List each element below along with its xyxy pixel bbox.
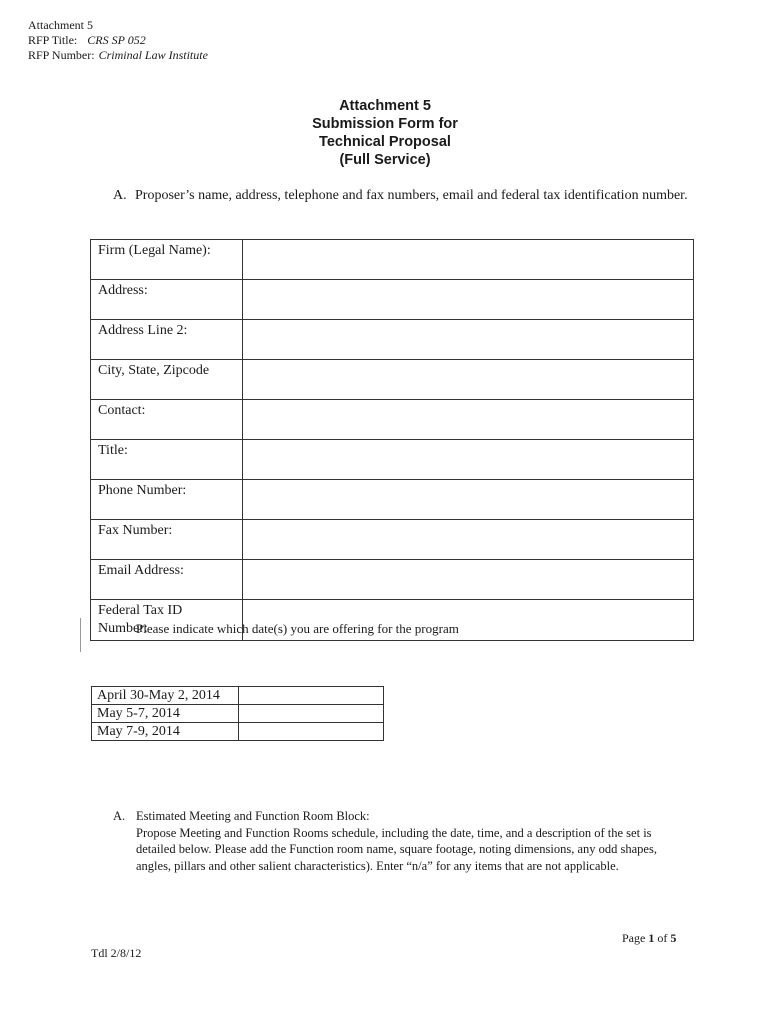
section-b-heading: Estimated Meeting and Function Room Block:: [136, 809, 370, 823]
header-rfp-number: RFP Number: Criminal Law Institute: [28, 48, 208, 62]
field-label: Federal Tax ID Number:: [91, 600, 243, 641]
field-label: Phone Number:: [91, 480, 243, 520]
header-rfp-title: RFP Title: CRS SP 052: [28, 33, 146, 47]
page-title: Attachment 5 Submission Form for Technical Proposal (Full Service): [312, 98, 458, 168]
section-a-text: Proposer’s name, address, telephone and fax numbers, email and federal tax identification number.: [135, 188, 688, 203]
field-label: Title:: [91, 440, 243, 480]
header-rfp-title-value: CRS SP 052: [87, 33, 146, 47]
date-option-field[interactable]: [239, 705, 384, 723]
table-row: [92, 687, 384, 705]
field-label: Address Line 2:: [91, 320, 243, 360]
city-state-zip-field[interactable]: [243, 360, 694, 400]
field-label: Email Address:: [91, 560, 243, 600]
field-label: Firm (Legal Name):: [91, 240, 243, 280]
table-row: [91, 240, 694, 280]
field-label: City, State, Zipcode: [91, 360, 243, 400]
table-row: [91, 360, 694, 400]
address-field[interactable]: [243, 280, 694, 320]
date-option-field[interactable]: [239, 687, 384, 705]
contact-field[interactable]: [243, 400, 694, 440]
dates-table: [91, 686, 384, 741]
fax-field[interactable]: [243, 520, 694, 560]
table-row: [91, 320, 694, 360]
table-row: [91, 400, 694, 440]
phone-field[interactable]: [243, 480, 694, 520]
address-line2-field[interactable]: [243, 320, 694, 360]
section-a-label: A.: [113, 188, 127, 203]
date-label: May 7-9, 2014: [92, 723, 239, 741]
header-attachment: Attachment 5: [28, 18, 93, 32]
margin-bar: [80, 618, 81, 652]
table-row: [91, 560, 694, 600]
doc-code: Tdl 2/8/12: [91, 946, 142, 960]
table-row: [91, 280, 694, 320]
firm-name-field[interactable]: [243, 240, 694, 280]
header-rfp-number-value: Criminal Law Institute: [98, 48, 208, 62]
date-option-field[interactable]: [239, 723, 384, 741]
date-label: April 30-May 2, 2014: [92, 687, 239, 705]
table-row: [91, 440, 694, 480]
page-number: Page 1 of 5: [622, 931, 677, 945]
field-label: Fax Number:: [91, 520, 243, 560]
table-row: [91, 480, 694, 520]
section-b-text: Propose Meeting and Function Rooms schedule, including the date, time, and a description of the set is detailed below. Please add the Function room name, square footage, noting dimensions, any odd shapes, angles, pillars and other salient characteristics). Enter “n/a” for any items that are not applicable.: [136, 825, 657, 873]
field-label: Address:: [91, 280, 243, 320]
table-row: [92, 705, 384, 723]
table-row: [92, 723, 384, 741]
dates-prompt: Please indicate which date(s) you are offering for the program: [136, 621, 459, 636]
date-label: May 5-7, 2014: [92, 705, 239, 723]
title-field[interactable]: [243, 440, 694, 480]
email-field[interactable]: [243, 560, 694, 600]
table-row: [91, 520, 694, 560]
section-b-label: A.: [113, 809, 126, 823]
field-label: Contact:: [91, 400, 243, 440]
proposer-info-table: [90, 239, 694, 641]
doc-header: [28, 18, 208, 63]
